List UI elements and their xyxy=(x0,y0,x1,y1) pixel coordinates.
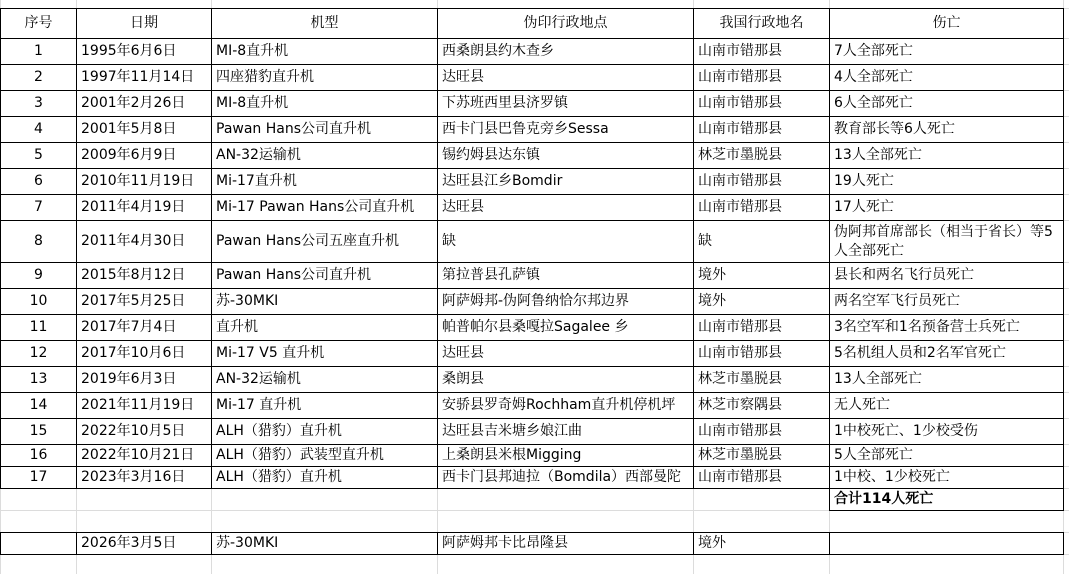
data-cell[interactable]: 上桑朗县米根Migging xyxy=(442,447,582,463)
row-number-cell[interactable]: 5 xyxy=(34,147,43,163)
data-cell[interactable]: 缺 xyxy=(442,233,456,249)
data-cell[interactable]: 4人全部死亡 xyxy=(834,69,913,85)
row-number-cell[interactable]: 12 xyxy=(29,345,48,361)
data-cell[interactable]: Mi-17 V5 直升机 xyxy=(216,345,325,361)
total-border xyxy=(1063,488,1064,510)
data-cell[interactable]: MI-8直升机 xyxy=(216,95,289,111)
data-cell[interactable]: Mi-17直升机 xyxy=(216,173,297,189)
row-number-cell[interactable]: 9 xyxy=(34,267,43,283)
data-cell[interactable] xyxy=(1,533,76,554)
data-cell[interactable]: 林芝市墨脱县 xyxy=(698,147,782,163)
header-cell[interactable]: 伪印行政地点 xyxy=(523,15,608,31)
header-cell[interactable]: 日期 xyxy=(130,15,158,31)
data-cell[interactable]: 2022年10月5日 xyxy=(81,423,186,439)
data-cell[interactable]: 境外 xyxy=(698,535,726,551)
data-cell[interactable]: 达旺县 xyxy=(442,345,484,361)
column-border xyxy=(1063,8,1064,488)
row-number-cell[interactable]: 10 xyxy=(29,293,48,309)
data-cell[interactable]: 山南市错那县 xyxy=(698,173,782,189)
data-cell[interactable]: 桑朗县 xyxy=(442,371,484,387)
data-cell[interactable]: 山南市错那县 xyxy=(698,95,782,111)
data-cell[interactable]: 2022年10月21日 xyxy=(81,447,195,463)
data-cell[interactable]: 山南市错那县 xyxy=(698,345,782,361)
data-cell[interactable]: 两名空军飞行员死亡 xyxy=(834,293,960,309)
data-cell[interactable]: 2017年10月6日 xyxy=(81,345,186,361)
row-number-cell[interactable]: 17 xyxy=(29,469,48,485)
data-cell[interactable]: 锡约姆县达东镇 xyxy=(442,147,540,163)
row-number-cell[interactable]: 16 xyxy=(29,447,48,463)
data-cell[interactable]: 7人全部死亡 xyxy=(834,43,913,59)
row-number-cell[interactable]: 13 xyxy=(29,371,48,387)
data-cell[interactable]: Pawan Hans公司五座直升机 xyxy=(216,233,400,249)
data-cell[interactable]: 2001年2月26日 xyxy=(81,95,186,111)
row-number-cell[interactable]: 14 xyxy=(29,397,48,413)
data-cell[interactable]: ALH（猎豹）武装型直升机 xyxy=(216,447,384,463)
data-cell[interactable]: 四座猎豹直升机 xyxy=(216,69,314,85)
data-cell[interactable]: 2019年6月3日 xyxy=(81,371,177,387)
data-cell[interactable]: AN-32运输机 xyxy=(216,371,301,387)
data-cell[interactable]: 13人全部死亡 xyxy=(834,371,922,387)
data-cell[interactable] xyxy=(830,533,1063,554)
data-cell[interactable]: 2017年7月4日 xyxy=(81,319,177,335)
data-cell[interactable]: 2021年11月19日 xyxy=(81,397,195,413)
data-cell[interactable]: 2011年4月30日 xyxy=(81,233,186,249)
data-cell[interactable]: 山南市错那县 xyxy=(698,121,782,137)
data-cell[interactable]: 山南市错那县 xyxy=(698,69,782,85)
data-cell[interactable]: 2009年6月9日 xyxy=(81,147,177,163)
row-number-cell[interactable]: 3 xyxy=(34,95,43,111)
data-cell[interactable]: ALH（猎豹）直升机 xyxy=(216,423,342,439)
data-cell[interactable]: 2010年11月19日 xyxy=(81,173,195,189)
data-cell[interactable]: Pawan Hans公司直升机 xyxy=(216,267,372,283)
header-cell[interactable]: 伤亡 xyxy=(932,15,961,31)
row-number-cell[interactable]: 2 xyxy=(34,69,43,85)
data-cell[interactable]: 达旺县吉米塘乡娘江曲 xyxy=(442,423,582,439)
data-cell[interactable]: 2026年3月5日 xyxy=(81,535,177,551)
data-cell[interactable]: 教育部长等6人死亡 xyxy=(834,121,955,137)
column-border xyxy=(1063,532,1064,554)
data-cell[interactable]: 1中校、1少校死亡 xyxy=(834,469,950,485)
header-cell[interactable]: 我国行政地名 xyxy=(719,15,804,31)
row-number-cell[interactable]: 11 xyxy=(29,319,48,335)
data-cell[interactable]: 17人死亡 xyxy=(834,199,894,215)
data-cell[interactable]: 2017年5月25日 xyxy=(81,293,186,309)
data-cell[interactable]: 2015年8月12日 xyxy=(81,267,186,283)
data-cell[interactable]: ALH（猎豹）直升机 xyxy=(216,469,342,485)
data-cell[interactable]: 帕普帕尔县桑嘎拉Sagalee 乡 xyxy=(442,319,629,335)
data-cell[interactable]: 下苏班西里县济罗镇 xyxy=(442,95,568,111)
data-cell[interactable]: 缺 xyxy=(698,233,712,249)
row-border xyxy=(0,554,1064,555)
data-cell[interactable]: 境外 xyxy=(698,293,726,309)
row-number-cell[interactable]: 1 xyxy=(34,43,43,59)
data-cell[interactable]: 阿萨姆邦卡比昂隆县 xyxy=(442,535,568,551)
header-cell[interactable]: 序号 xyxy=(24,15,53,31)
data-cell[interactable]: 达旺县 xyxy=(442,199,484,215)
data-cell[interactable]: 13人全部死亡 xyxy=(834,147,922,163)
data-cell[interactable]: 3名空军和1名预备营士兵死亡 xyxy=(834,319,1020,335)
data-cell[interactable]: 伪阿邦首席部长（相当于省长）等5人全部死亡 xyxy=(834,223,1053,259)
data-cell[interactable]: 1中校死亡、1少校受伤 xyxy=(834,423,978,439)
data-cell[interactable]: 第拉普县孔萨镇 xyxy=(442,267,540,283)
data-cell[interactable]: 无人死亡 xyxy=(834,397,890,413)
data-cell[interactable]: Pawan Hans公司直升机 xyxy=(216,121,372,137)
data-cell[interactable]: 山南市错那县 xyxy=(698,199,782,215)
data-cell[interactable]: 2011年4月19日 xyxy=(81,199,186,215)
data-cell[interactable]: 1995年6月6日 xyxy=(81,43,177,59)
data-cell[interactable]: 5人全部死亡 xyxy=(834,447,913,463)
data-cell[interactable]: 19人死亡 xyxy=(834,173,894,189)
data-cell[interactable]: MI-8直升机 xyxy=(216,43,289,59)
data-cell[interactable]: 西卡门县邦迪拉（Bomdila）西部曼陀 xyxy=(442,469,682,485)
data-cell[interactable]: 安骄县罗奇姆Rochham直升机停机坪 xyxy=(442,397,676,413)
row-number-cell[interactable]: 7 xyxy=(34,199,43,215)
data-cell[interactable]: 山南市错那县 xyxy=(698,319,782,335)
data-cell[interactable]: 5名机组人员和2名军官死亡 xyxy=(834,345,1006,361)
data-cell[interactable]: Mi-17 直升机 xyxy=(216,397,302,413)
row-number-cell[interactable]: 8 xyxy=(34,233,43,249)
header-cell[interactable]: 机型 xyxy=(310,15,339,31)
data-cell[interactable]: 林芝市墨脱县 xyxy=(698,371,782,387)
data-cell[interactable]: 苏-30MKI xyxy=(216,293,279,309)
total-cell[interactable]: 合计114人死亡 xyxy=(834,491,934,507)
data-cell[interactable]: AN-32运输机 xyxy=(216,147,301,163)
data-cell[interactable]: 山南市错那县 xyxy=(698,43,782,59)
data-cell[interactable]: 山南市错那县 xyxy=(698,423,782,439)
data-cell[interactable]: 西卡门县巴鲁克旁乡Sessa xyxy=(442,121,609,137)
data-cell[interactable]: 林芝市察隅县 xyxy=(698,397,782,413)
row-number-cell[interactable]: 15 xyxy=(29,423,48,439)
data-cell[interactable]: 2001年5月8日 xyxy=(81,121,177,137)
row-number-cell[interactable]: 6 xyxy=(34,173,43,189)
data-cell[interactable]: 境外 xyxy=(698,267,726,283)
data-cell[interactable]: 达旺县江乡Bomdir xyxy=(442,173,563,189)
data-cell[interactable]: 县长和两名飞行员死亡 xyxy=(834,267,974,283)
row-number-cell[interactable]: 4 xyxy=(34,121,43,137)
data-cell[interactable]: 林芝市墨脱县 xyxy=(698,447,782,463)
data-cell[interactable]: 2023年3月16日 xyxy=(81,469,186,485)
data-cell[interactable]: Mi-17 Pawan Hans公司直升机 xyxy=(216,199,415,215)
data-cell[interactable]: 山南市错那县 xyxy=(698,469,782,485)
total-border xyxy=(829,510,1064,511)
data-cell[interactable]: 6人全部死亡 xyxy=(834,95,913,111)
data-cell[interactable]: 苏-30MKI xyxy=(216,535,279,551)
data-cell[interactable]: 达旺县 xyxy=(442,69,484,85)
data-cell[interactable]: 西桑朗县约木查乡 xyxy=(442,43,554,59)
data-cell[interactable]: 直升机 xyxy=(216,319,258,335)
data-cell[interactable]: 阿萨姆邦-伪阿鲁纳恰尔邦边界 xyxy=(442,293,630,309)
data-cell[interactable]: 1997年11月14日 xyxy=(81,69,195,85)
